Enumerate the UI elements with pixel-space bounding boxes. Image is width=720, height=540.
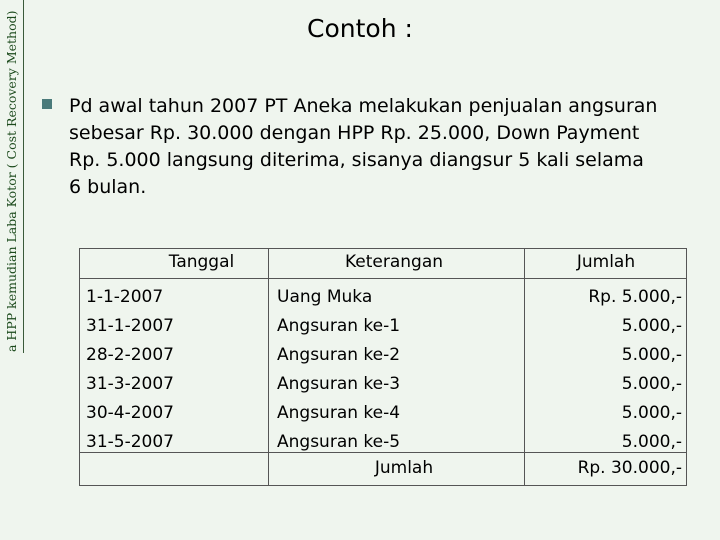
cell-keterangan: Angsuran ke-4 xyxy=(277,403,401,423)
cell-tanggal: 28-2-2007 xyxy=(86,345,174,365)
cell-jumlah: 5.000,- xyxy=(621,316,682,336)
cell-tanggal: 31-3-2007 xyxy=(86,374,174,394)
column-tanggal xyxy=(86,283,256,457)
footer-label: Jumlah xyxy=(374,458,434,478)
cell-tanggal: 1-1-2007 xyxy=(86,287,164,307)
table-left-border xyxy=(79,248,80,486)
table-top-border xyxy=(79,248,687,249)
cell-tanggal: 31-1-2007 xyxy=(86,316,174,336)
header-jumlah: Jumlah xyxy=(576,252,636,272)
header-tanggal: Tanggal xyxy=(168,252,235,272)
header-keterangan: Keterangan xyxy=(344,252,444,272)
cell-jumlah: Rp. 5.000,- xyxy=(588,287,682,307)
table-col-divider-2 xyxy=(524,248,525,486)
cell-jumlah: 5.000,- xyxy=(621,403,682,423)
column-jumlah xyxy=(529,283,682,457)
cell-tanggal: 30-4-2007 xyxy=(86,403,174,423)
sidebar-vertical-title: a HPP kemudian Laba Kotor ( Cost Recovery Method) xyxy=(4,10,19,352)
table-header-divider xyxy=(79,278,687,279)
cell-keterangan: Angsuran ke-5 xyxy=(277,432,401,452)
cell-jumlah: 5.000,- xyxy=(621,374,682,394)
table-bottom-border xyxy=(79,485,687,486)
installment-table xyxy=(79,248,687,486)
cell-jumlah: 5.000,- xyxy=(621,345,682,365)
bullet-text: Pd awal tahun 2007 PT Aneka melakukan penjualan angsuran sebesar Rp. 30.000 dengan HPP Rp. 25.000, Down Payment Rp. 5.000 langsung diterima, sisanya diangsur 5 kali selama 6 bulan. xyxy=(69,95,658,198)
cell-keterangan: Angsuran ke-3 xyxy=(277,374,401,394)
bullet-square-icon xyxy=(42,99,52,109)
footer-total: Rp. 30.000,- xyxy=(577,458,682,478)
slide-title: Contoh : xyxy=(307,14,413,43)
cell-keterangan: Uang Muka xyxy=(277,287,373,307)
cell-keterangan: Angsuran ke-2 xyxy=(277,345,401,365)
cell-tanggal: 31-5-2007 xyxy=(86,432,174,452)
cell-jumlah: 5.000,- xyxy=(621,432,682,452)
table-right-border xyxy=(686,248,687,486)
column-keterangan xyxy=(277,283,517,457)
cell-keterangan: Angsuran ke-1 xyxy=(277,316,401,336)
table-col-divider-1 xyxy=(268,248,269,486)
